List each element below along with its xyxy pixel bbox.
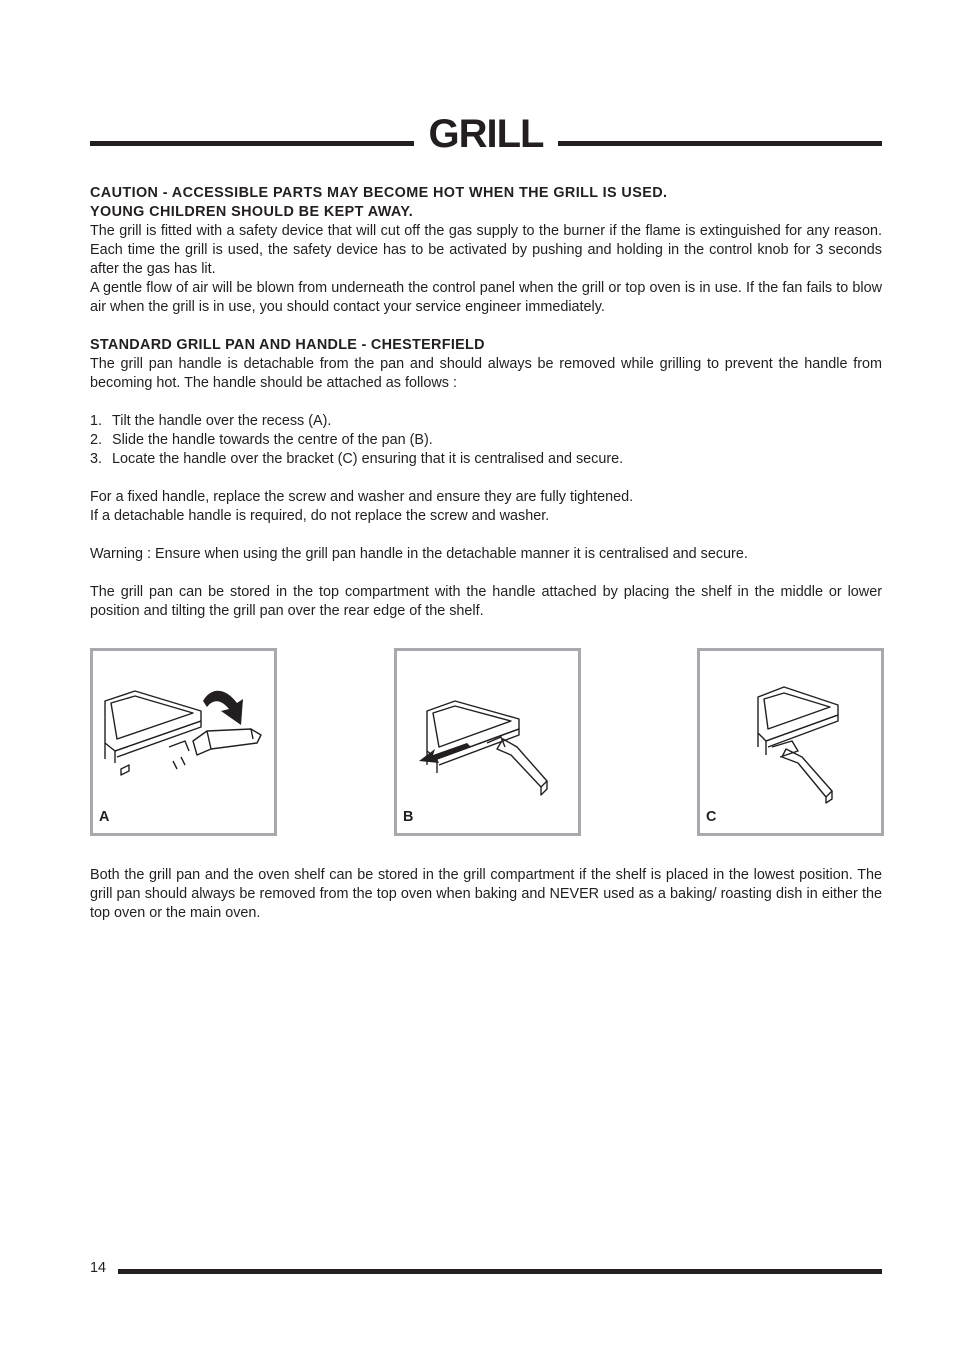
grill-pan-tilt-illustration (93, 651, 274, 833)
figure-label: A (99, 809, 110, 825)
figure-label: C (706, 809, 717, 825)
figure-c (697, 648, 884, 836)
step-text: Slide the handle towards the centre of the pan (B). (112, 432, 433, 448)
figure-b (394, 648, 581, 836)
step-number: 3. (90, 451, 103, 467)
list-item (90, 431, 882, 450)
step-number: 2. (90, 432, 103, 448)
main-content (90, 184, 882, 621)
figure-a (90, 648, 277, 836)
caution-line-2: YOUNG CHILDREN SHOULD BE KEPT AWAY. (90, 204, 414, 220)
intro-paragraph-1: The grill is fitted with a safety device that will cut off the gas supply to the burner if the flame is extinguished for any reason. Each time the grill is used, the safety device has to be activated by pushing and holding in the control knob for 3 seconds after the gas has lit. (90, 223, 882, 277)
list-item (90, 412, 882, 431)
list-item (90, 450, 882, 469)
rotate-arrow-icon (203, 691, 243, 725)
header-rule-left (90, 141, 414, 146)
steps-list (90, 412, 882, 469)
figure-row (90, 648, 884, 835)
caution-line-1: CAUTION - ACCESSIBLE PARTS MAY BECOME HOT WHEN THE GRILL IS USED. (90, 185, 668, 201)
storage-paragraph: The grill pan can be stored in the top compartment with the handle attached by placing the shelf in the middle or lower position and tilting the grill pan over the rear edge of the shelf. (90, 584, 882, 619)
section-heading: STANDARD GRILL PAN AND HANDLE - CHESTERFIELD (90, 337, 485, 353)
step-text: Tilt the handle over the recess (A). (112, 413, 332, 429)
grill-pan-locate-illustration (700, 651, 881, 833)
figure-label: B (403, 809, 414, 825)
step-text: Locate the handle over the bracket (C) ensuring that it is centralised and secure. (112, 451, 624, 467)
storage-footnote: Both the grill pan and the oven shelf can be stored in the grill compartment if the shelf is placed in the lowest position. The grill pan should always be removed from the top oven when baking and NEVER used as a baking/ roasting dish in either the top oven or the main oven. (90, 867, 882, 922)
detachable-handle-text: If a detachable handle is required, do not replace the screw and washer. (90, 508, 550, 524)
warning-text: Warning : Ensure when using the grill pan handle in the detachable manner it is centralised and secure. (90, 546, 748, 562)
page-title: GRILL (428, 112, 544, 156)
grill-pan-slide-illustration (397, 651, 578, 833)
step-number: 1. (90, 413, 103, 429)
page-header (90, 110, 882, 160)
header-rule-right (558, 141, 882, 146)
fixed-handle-text: For a fixed handle, replace the screw and washer and ensure they are fully tightened. (90, 489, 634, 505)
page-number: 14 (90, 1260, 107, 1276)
page-footer (90, 1259, 882, 1279)
intro-paragraph-2: A gentle flow of air will be blown from underneath the control panel when the grill or top oven is in use. If the fan fails to blow air when the grill is in use, you should contact your service engineer immediately. (90, 280, 882, 315)
footer-rule (118, 1269, 882, 1274)
handle-paragraph: The grill pan handle is detachable from the pan and should always be removed while grilling to prevent the handle from becoming hot. The handle should be attached as follows : (90, 356, 882, 391)
